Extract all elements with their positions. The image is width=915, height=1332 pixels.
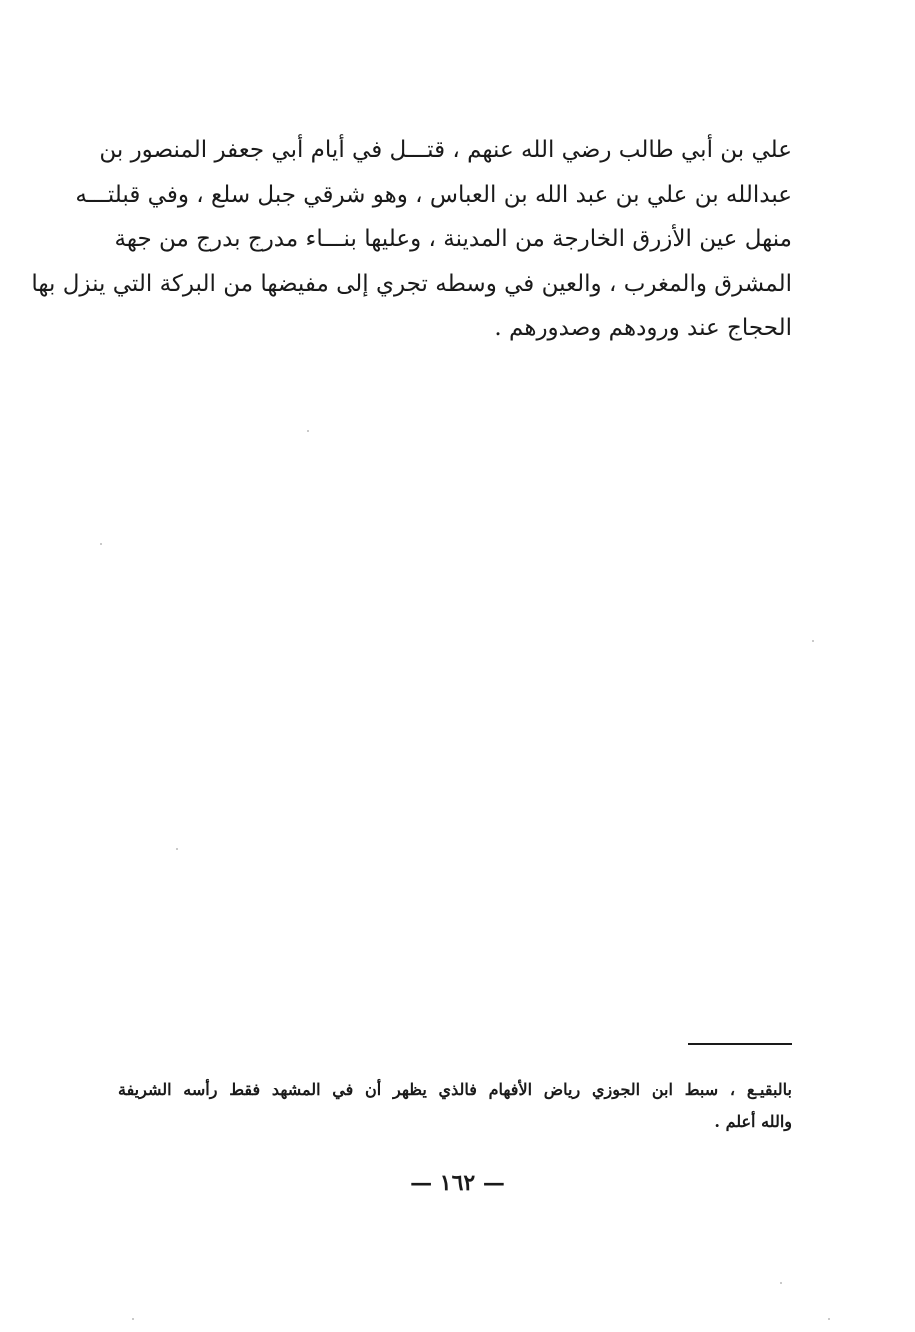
main-text-line: المشرق والمغرب ، والعين في وسطه تجري إلى مفيضها من البركة التي ينزل بها (31, 270, 792, 297)
main-text-block (31, 128, 792, 351)
footnote-separator-rule (688, 1043, 792, 1045)
footnote-line: بالبقيـع ، سبط ابن الجوزي رياض الأفهام فالذي يظهر أن في المشهد فقط رأسه الشريفة (118, 1080, 792, 1099)
main-text-line: منهل عين الأزرق الخارجة من المدينة ، وعليها بنـــاء مدرج بدرج من جهة (114, 226, 792, 252)
footnote-block (118, 1074, 792, 1138)
main-text-line: الحجاج عند ورودهم وصدورهم . (494, 315, 792, 341)
scan-speck (828, 1318, 830, 1320)
scan-speck (307, 430, 309, 432)
scan-speck (132, 1318, 134, 1320)
main-text-line: علي بن أبي طالب رضي الله عنهم ، قتـــل في أيام أبي جعفر المنصور بن (99, 137, 792, 163)
scan-speck (176, 848, 178, 850)
scan-speck (812, 640, 814, 642)
scan-speck (780, 1282, 782, 1284)
footnote-line: والله أعلم . (714, 1112, 792, 1131)
page-number: — ١٦٢ — (410, 1170, 505, 1196)
scan-speck (100, 543, 102, 545)
main-text-line: عبدالله بن علي بن عبد الله بن العباس ، وهو شرقي جبل سلع ، وفي قبلتـــه (75, 181, 792, 208)
